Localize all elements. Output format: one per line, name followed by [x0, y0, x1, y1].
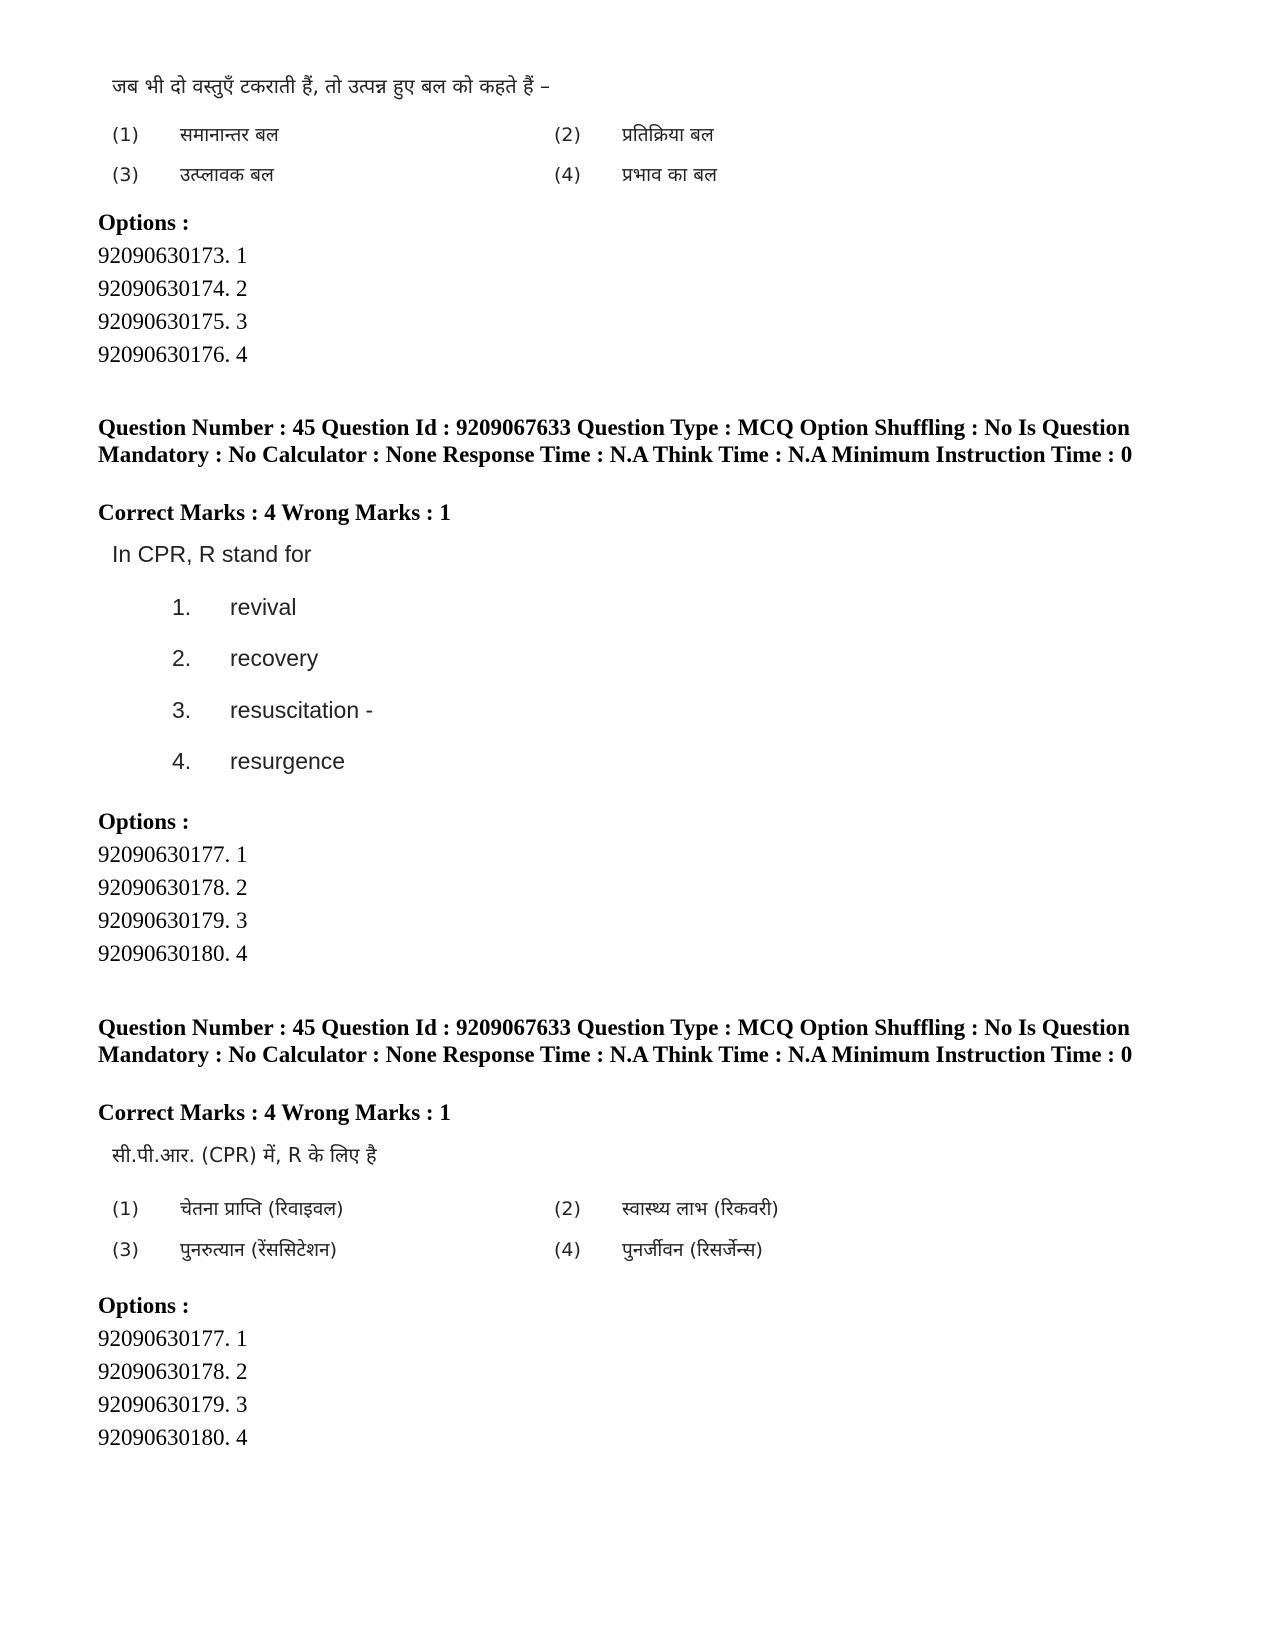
question-meta: Question Number : 45 Question Id : 9209067633 Question Type : MCQ Option Shuffling : No Is Question Mandatory : No Calculator : None Response Time : N.A Think Time : N.A Minimum Instruction Time : 0 [98, 415, 1133, 467]
option-id: 92090630175. 3 [98, 309, 248, 334]
options-label: Options : [98, 210, 190, 235]
option-id: 92090630174. 2 [98, 276, 248, 301]
marks-line: Correct Marks : 4 Wrong Marks : 1 [98, 1100, 451, 1125]
option-4: 4. resurgence [172, 748, 346, 774]
option-id: 92090630180. 4 [98, 941, 248, 966]
option-id: 92090630179. 3 [98, 1392, 248, 1417]
option-4: (4) प्रभाव का बल [554, 164, 717, 186]
option-1: (1) समानान्तर बल [112, 124, 279, 146]
option-2: (2) स्वास्थ्य लाभ (रिकवरी) [554, 1198, 779, 1220]
option-3: (3) उत्प्लावक बल [112, 164, 274, 186]
option-1: 1. revival [172, 594, 297, 620]
options-label: Options : [98, 809, 190, 834]
option-4: (4) पुनर्जीवन (रिसर्जेन्स) [554, 1239, 763, 1261]
option-id: 92090630176. 4 [98, 342, 248, 367]
option-id: 92090630173. 1 [98, 243, 248, 268]
option-id: 92090630177. 1 [98, 842, 248, 867]
option-id: 92090630178. 2 [98, 1359, 248, 1384]
option-3: 3. resuscitation - [172, 697, 374, 723]
option-2: 2. recovery [172, 645, 319, 671]
option-1: (1) चेतना प्राप्ति (रिवाइवल) [112, 1198, 344, 1220]
options-label: Options : [98, 1293, 190, 1318]
option-id: 92090630177. 1 [98, 1326, 248, 1351]
question-stem: In CPR, R stand for [112, 541, 312, 567]
marks-line: Correct Marks : 4 Wrong Marks : 1 [98, 500, 451, 525]
question-stem: जब भी दो वस्तुएँ टकराती हैं, तो उत्पन्न हुए बल को कहते हैं – [112, 74, 550, 98]
question-meta: Question Number : 45 Question Id : 9209067633 Question Type : MCQ Option Shuffling : No Is Question Mandatory : No Calculator : None Response Time : N.A Think Time : N.A Minimum Instruction Time : 0 [98, 1015, 1133, 1067]
question-stem: सी.पी.आर. (CPR) में, R के लिए है [112, 1143, 377, 1167]
option-id: 92090630179. 3 [98, 908, 248, 933]
option-3: (3) पुनरुत्यान (रेंससिटेशन) [112, 1239, 337, 1261]
option-id: 92090630180. 4 [98, 1425, 248, 1450]
option-id: 92090630178. 2 [98, 875, 248, 900]
option-2: (2) प्रतिक्रिया बल [554, 124, 714, 146]
